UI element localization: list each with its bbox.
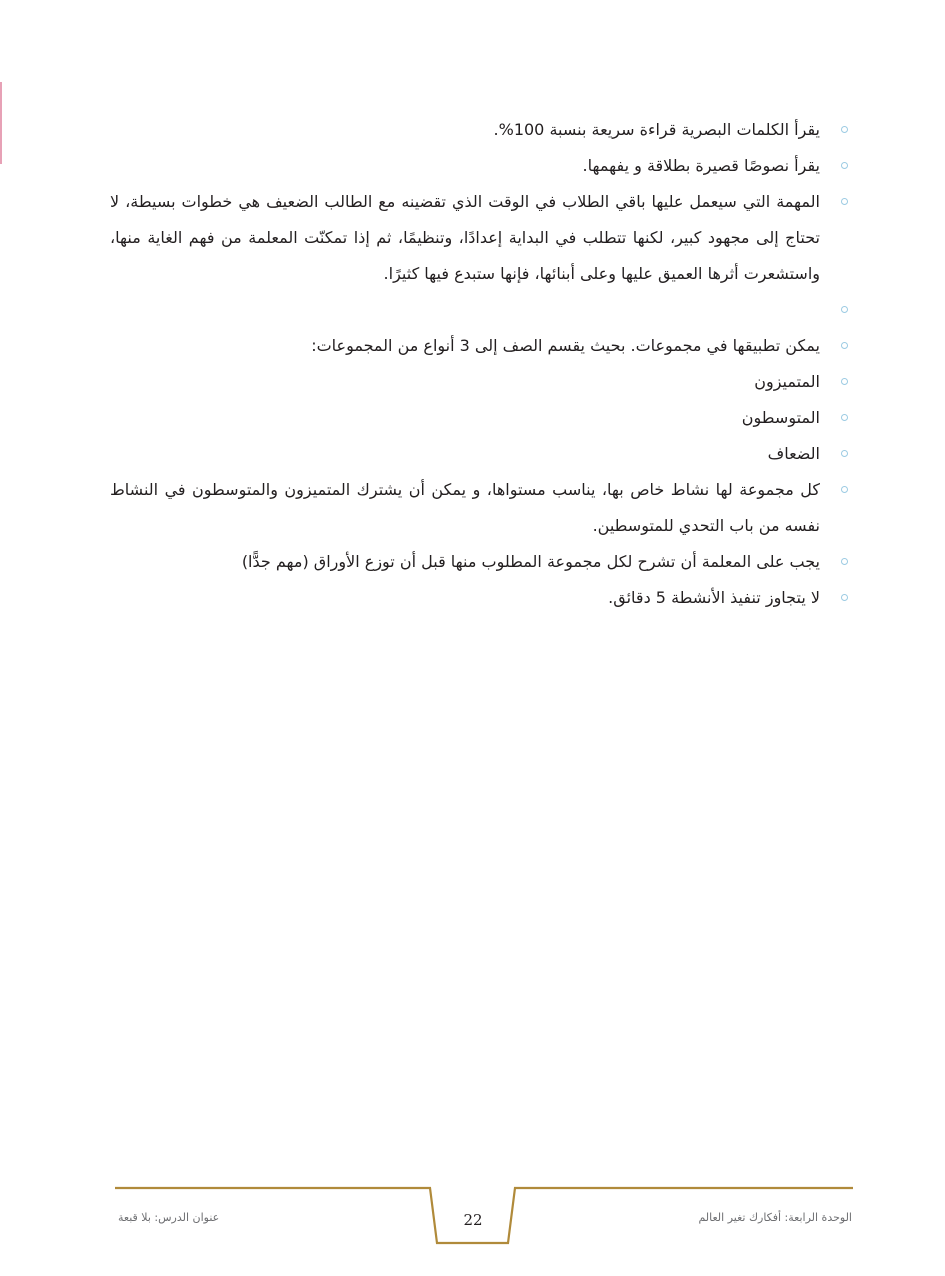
list-item-text: المهمة التي سيعمل عليها باقي الطلاب في الوقت الذي تقضينه مع الطالب الضعيف هي خطوات بسيطة، لا تحتاج إلى مجهود كبير، لكنها تتطلب في البداية إعدادًا، وتنظيمًا، ثم إذا تمكنّت المعلمة من فهم الغاية منها، واستشعرت أثرها العميق عليها وعلى أبنائها، فإنها ستبدع فيها كثيرًا. (110, 192, 820, 283)
list-item (110, 364, 850, 400)
bullet-circle-icon (841, 378, 848, 385)
list-item (110, 328, 850, 364)
bullet-circle-icon (841, 162, 848, 169)
bullet-circle-icon (841, 558, 848, 565)
list-item (110, 436, 850, 472)
list-item (110, 148, 850, 184)
bullet-circle-icon (841, 594, 848, 601)
list-item (110, 184, 850, 292)
footer-lesson-title: عنوان الدرس: بلا قبعة (118, 1211, 220, 1224)
page-content (110, 112, 850, 616)
list-item-text: الضعاف (767, 444, 820, 463)
footer-unit-title: الوحدة الرابعة: أفكارك تغير العالم (698, 1211, 852, 1224)
bullet-circle-icon (841, 414, 848, 421)
list-item (110, 472, 850, 544)
list-item-text: كل مجموعة لها نشاط خاص بها، يناسب مستواها، و يمكن أن يشترك المتميزون والمتوسطون في النشاط نفسه من باب التحدي للمتوسطين. (110, 480, 820, 535)
list-item (110, 580, 850, 616)
bullet-circle-icon (841, 126, 848, 133)
list-item-text: لا يتجاوز تنفيذ الأنشطة 5 دقائق. (608, 588, 820, 607)
list-item-text: يقرأ الكلمات البصرية قراءة سريعة بنسبة 100%. (493, 120, 820, 139)
list-item-text: المتميزون (754, 372, 820, 391)
bullet-circle-icon (841, 342, 848, 349)
bullet-list (110, 112, 850, 616)
bullet-circle-icon (841, 486, 848, 493)
page-number: 22 (463, 1211, 483, 1229)
bullet-circle-icon (841, 450, 848, 457)
list-item-text: يقرأ نصوصًا قصيرة بطلاقة و يفهمها. (582, 156, 820, 175)
list-item (110, 544, 850, 580)
list-item-text: المتوسطون (741, 408, 820, 427)
list-item-text: يمكن تطبيقها في مجموعات. بحيث يقسم الصف إلى 3 أنواع من المجموعات: (311, 336, 820, 355)
list-item-text: يجب على المعلمة أن تشرح لكل مجموعة المطلوب منها قبل أن توزع الأوراق (مهم جدًّا) (241, 552, 820, 571)
list-item (110, 112, 850, 148)
bullet-circle-icon (841, 198, 848, 205)
bullet-circle-icon (841, 306, 848, 313)
page-edge-mark (0, 82, 2, 164)
list-item-empty (110, 292, 850, 328)
list-item (110, 400, 850, 436)
